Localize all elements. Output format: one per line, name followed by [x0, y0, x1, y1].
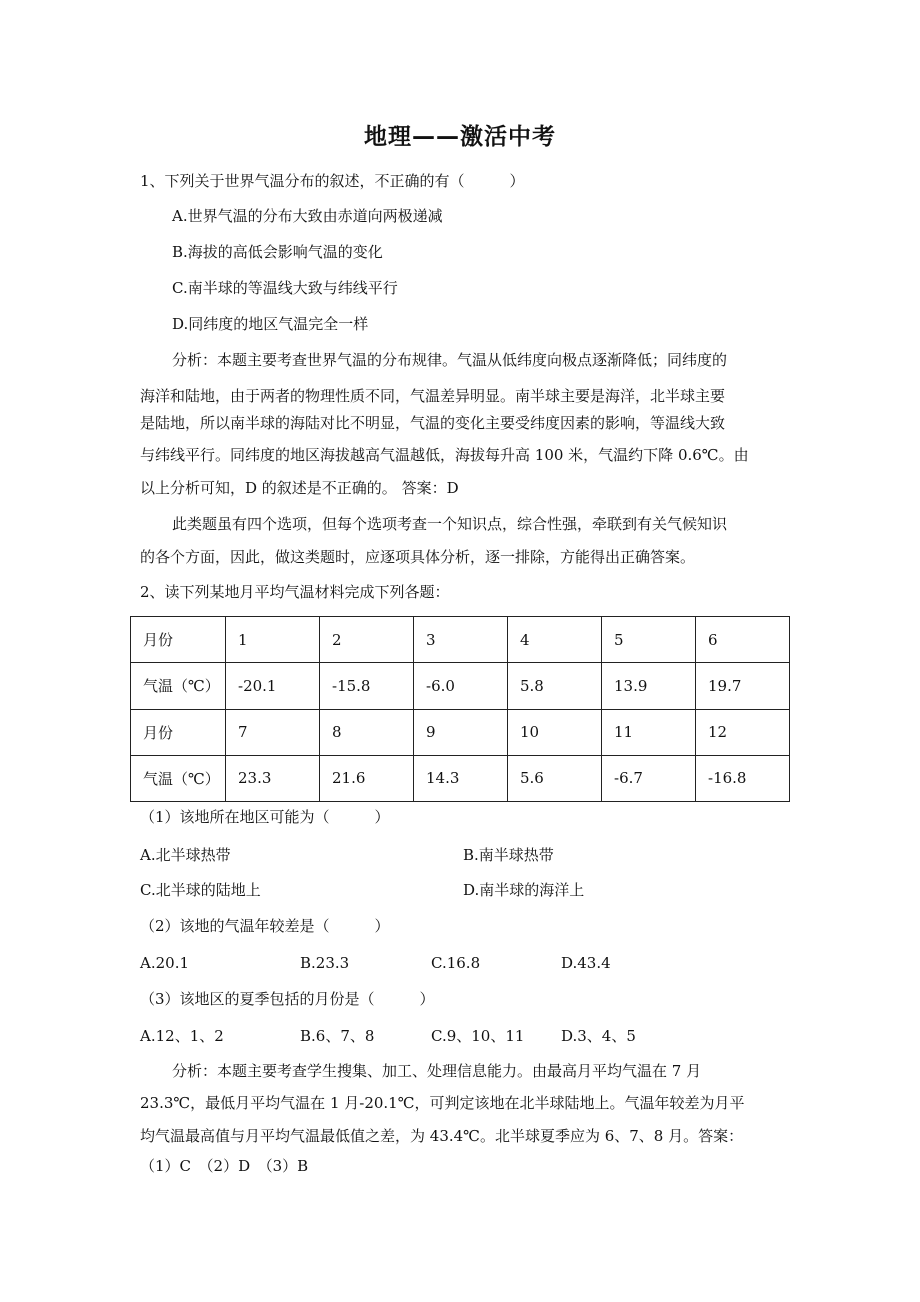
q2-analysis-line: （1）C （2）D （3）B: [140, 1157, 309, 1175]
table-row: [131, 709, 790, 755]
q2-sub3-option-c: C.9、10、11: [431, 1027, 525, 1045]
table-cell: 10: [508, 709, 602, 755]
q1-tip-line: 此类题虽有四个选项，但每个选项考查一个知识点，综合性强，牵联到有关气候知识: [172, 515, 728, 533]
q2-sub1-option-d: D.南半球的海洋上: [463, 881, 585, 899]
q2-sub2-stem: （2）该地的气温年较差是（ ）: [140, 917, 390, 935]
table-cell: 23.3: [226, 755, 320, 801]
q2-sub2-option-b: B.23.3: [300, 954, 350, 972]
q1-option-b: B.海拔的高低会影响气温的变化: [172, 243, 383, 261]
q2-sub2-option-d: D.43.4: [561, 954, 611, 972]
temperature-table: [130, 616, 790, 802]
table-row: [131, 617, 790, 663]
table-cell: 气温（℃）: [131, 755, 226, 801]
table-cell: 12: [696, 709, 790, 755]
q2-analysis-line: 23.3℃，最低月平均气温在 1 月-20.1℃，可判定该地在北半球陆地上。气温年较差为月平: [140, 1094, 745, 1112]
q2-stem: 2、读下列某地月平均气温材料完成下列各题：: [140, 583, 450, 601]
table-cell: 月份: [131, 617, 226, 663]
table-cell: 8: [320, 709, 414, 755]
table-cell: -20.1: [226, 663, 320, 709]
q2-sub3-option-a: A.12、1、2: [140, 1027, 224, 1045]
q2-sub3-option-d: D.3、4、5: [561, 1027, 636, 1045]
q1-option-d: D.同纬度的地区气温完全一样: [172, 315, 369, 333]
table-cell: -16.8: [696, 755, 790, 801]
table-cell: -6.7: [602, 755, 696, 801]
table-cell: 5.6: [508, 755, 602, 801]
q2-sub2-option-a: A.20.1: [140, 954, 189, 972]
q1-analysis-line: 以上分析可知，D 的叙述是不正确的。 答案：D: [140, 479, 459, 497]
q2-sub1-option-b: B.南半球热带: [463, 846, 554, 864]
q1-analysis-line: 分析：本题主要考查世界气温的分布规律。气温从低纬度向极点逐渐降低；同纬度的: [172, 351, 728, 369]
q2-sub1-option-a: A.北半球热带: [140, 846, 231, 864]
table-cell: 19.7: [696, 663, 790, 709]
table-cell: 6: [696, 617, 790, 663]
q1-stem: 1、下列关于世界气温分布的叙述，不正确的有（ ）: [140, 172, 525, 190]
table-row: [131, 755, 790, 801]
q1-analysis-line: 海洋和陆地，由于两者的物理性质不同，气温差异明显。南半球主要是海洋，北半球主要: [140, 387, 726, 405]
table-cell: 7: [226, 709, 320, 755]
table-cell: 气温（℃）: [131, 663, 226, 709]
table-cell: 11: [602, 709, 696, 755]
q2-analysis-line: 均气温最高值与月平均气温最低值之差，为 43.4℃。北半球夏季应为 6、7、8 月。答案：: [140, 1127, 744, 1145]
page-title: 地理——激活中考: [364, 124, 556, 150]
q1-analysis-line: 与纬线平行。同纬度的地区海拔越高气温越低，海拔每升高 100 米，气温约下降 0.6℃。由: [140, 446, 749, 464]
table-cell: 1: [226, 617, 320, 663]
table-cell: 3: [414, 617, 508, 663]
table-cell: -6.0: [414, 663, 508, 709]
table-cell: -15.8: [320, 663, 414, 709]
q2-sub2-option-c: C.16.8: [431, 954, 481, 972]
q2-analysis-line: 分析：本题主要考查学生搜集、加工、处理信息能力。由最高月平均气温在 7 月: [172, 1062, 702, 1080]
table-cell: 5.8: [508, 663, 602, 709]
table-cell: 9: [414, 709, 508, 755]
table-cell: 14.3: [414, 755, 508, 801]
q1-analysis-line: 是陆地，所以南半球的海陆对比不明显，气温的变化主要受纬度因素的影响，等温线大致: [140, 414, 726, 432]
q2-sub3-option-b: B.6、7、8: [300, 1027, 375, 1045]
table-cell: 月份: [131, 709, 226, 755]
table-cell: 21.6: [320, 755, 414, 801]
table-cell: 4: [508, 617, 602, 663]
q2-sub1-option-c: C.北半球的陆地上: [140, 881, 261, 899]
table-cell: 5: [602, 617, 696, 663]
q1-option-a: A.世界气温的分布大致由赤道向两极递减: [172, 207, 443, 225]
q1-option-c: C.南半球的等温线大致与纬线平行: [172, 279, 398, 297]
table-cell: 13.9: [602, 663, 696, 709]
table-cell: 2: [320, 617, 414, 663]
q2-sub3-stem: （3）该地区的夏季包括的月份是（ ）: [140, 990, 435, 1008]
q2-sub1-stem: （1）该地所在地区可能为（ ）: [140, 808, 390, 826]
q1-tip-line: 的各个方面，因此，做这类题时，应逐项具体分析，逐一排除，方能得出正确答案。: [140, 548, 696, 566]
table-row: [131, 663, 790, 709]
